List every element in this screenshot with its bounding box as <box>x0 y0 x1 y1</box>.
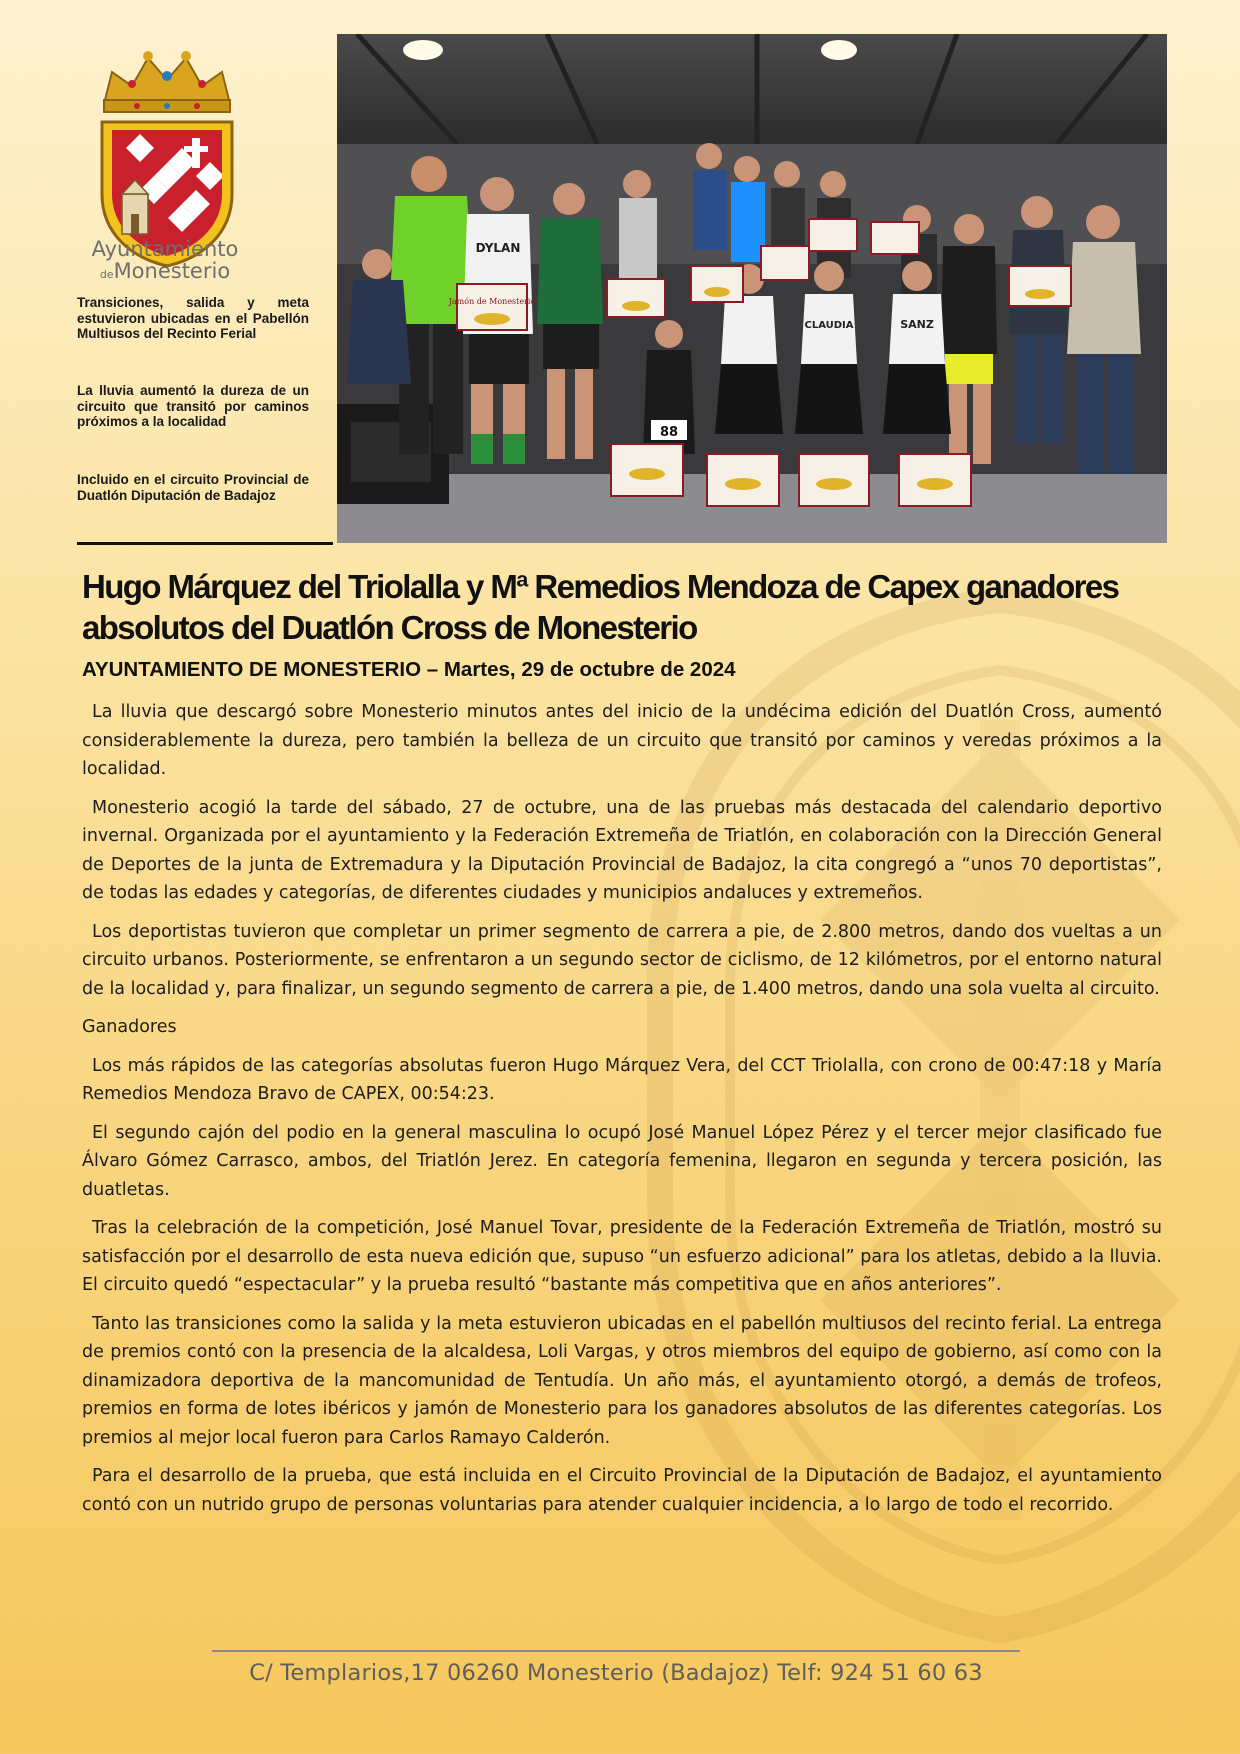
footer-divider <box>212 1650 1020 1652</box>
highlight-2: La lluvia aumentó la dureza de un circuito que transitó por caminos próximos a la localidad <box>77 383 309 429</box>
highlight-1: Transiciones, salida y meta estuvieron ubicadas en el Pabellón Multiusos del Recinto Ferial <box>77 295 309 341</box>
race-bib-number: 88 <box>659 425 679 440</box>
footer-address: C/ Templarios,17 06260 Monesterio (Badajoz) Telf: 924 51 60 63 <box>249 1660 983 1686</box>
paragraph-3: Los deportistas tuvieron que completar un primer segmento de carrera a pie, de 2.800 metros, dando dos vueltas a un circuito urbanos. Posteriormente, se enfrentaron a un segundo sector de ciclismo, de 12 kilómetros, por el entorno natural de la localidad y, para finalizar, un segundo segmento de carrera a pie, de 1.400 metros, dando una sola vuelta al circuito. <box>82 921 1162 999</box>
highlight-3: Incluido en el circuito Provincial de Duatlón Diputación de Badajoz <box>77 472 309 503</box>
paragraph-5: El segundo cajón del podio en la general masculina lo ocupó José Manuel López Pérez y el tercer mejor clasificado fue Álvaro Gómez Carrasco, ambos, del Triatlón Jerez. En categoría femenina, llegaron en segunda y tercera posición, las duatletas. <box>82 1122 1162 1200</box>
article-body <box>82 698 1162 1529</box>
paragraph-1: La lluvia que descargó sobre Monesterio minutos antes del inicio de la undécima edición del Duatlón Cross, aumentó considerablemente la dureza, pero también la belleza de un circuito que transitó por caminos y veredas próximos a la localidad. <box>82 702 1162 779</box>
logo-line-monesterio: deMonesterio <box>99 259 231 283</box>
logo-line-ayuntamiento: Ayuntamiento <box>91 237 239 261</box>
paragraph-2: Monesterio acogió la tarde del sábado, 27 de octubre, una de las pruebas más destacada del calendario deportivo invernal. Organizada por el ayuntamiento y la Federación Extremeña de Triatlón, en colaboración con la Dirección General de Deportes de la junta de Extremadura y la Diputación Provincial de Badajoz, la cita congregó a “unos 70 deportistas”, de todas las edades y categorías, de diferentes ciudades y municipios andaluces y extremeños. <box>82 797 1162 903</box>
paragraph-6: Tras la celebración de la competición, José Manuel Tovar, presidente de la Federación Extremeña de Triatlón, mostró su satisfacción por el desarrollo de esta nueva edición que, supuso “un esfuerzo adicional” para los atletas, debido a la lluvia. El circuito quedó “espectacular” y la prueba resultó “bastante más competitiva que en años anteriores”. <box>82 1218 1162 1295</box>
jersey-name-claudia: CLAUDIA <box>804 320 854 331</box>
article-headline: Hugo Márquez del Triolalla y Mª Remedios Mendoza de Capex ganadores absolutos del Duatlón Cross de Monesterio <box>82 568 1119 646</box>
byline-date: – Martes, 29 de octubre de 2024 <box>426 658 736 681</box>
paragraph-8: Para el desarrollo de la prueba, que está incluida en el Circuito Provincial de la Diputación de Badajoz, el ayuntamiento contó con un nutrido grupo de personas voluntarias para atender cualquier incidencia, a lo largo de todo el recorrido. <box>82 1466 1162 1515</box>
sidebar-divider <box>77 542 333 545</box>
article-byline <box>82 658 736 682</box>
paragraph-4: Los más rápidos de las categorías absolutas fueron Hugo Márquez Vera, del CCT Triolalla, con crono de 00:47:18 y María Remedios Mendoza Bravo de CAPEX, 00:54:23. <box>82 1055 1162 1104</box>
byline-source: AYUNTAMIENTO DE MONESTERIO <box>82 658 422 681</box>
jersey-name-dylan: DYLAN <box>475 241 521 255</box>
podium-photo <box>337 34 1167 543</box>
award-sign-text: Jamón de Monesterio <box>448 297 536 306</box>
section-subhead-ganadores: Ganadores <box>82 1017 177 1037</box>
jersey-name-sanz: SANZ <box>900 318 934 331</box>
paragraph-7: Tanto las transiciones como la salida y la meta estuvieron ubicadas en el pabellón multiusos del recinto ferial. La entrega de premios contó con la presencia de la alcaldesa, Loli Vargas, y otros miembros del equipo de gobierno, así como con la dinamizadora deportiva de la mancomunidad de Tentudía. Un año más, el ayuntamiento otorgó, a demás de trofeos, premios en forma de lotes ibéricos y jamón de Monesterio para los ganadores absolutos de las diferentes categorías. Los premios al mejor local fueron para Carlos Ramayo Calderón. <box>82 1313 1162 1448</box>
crown-icon <box>104 51 230 112</box>
logo-wordmark <box>80 238 250 286</box>
